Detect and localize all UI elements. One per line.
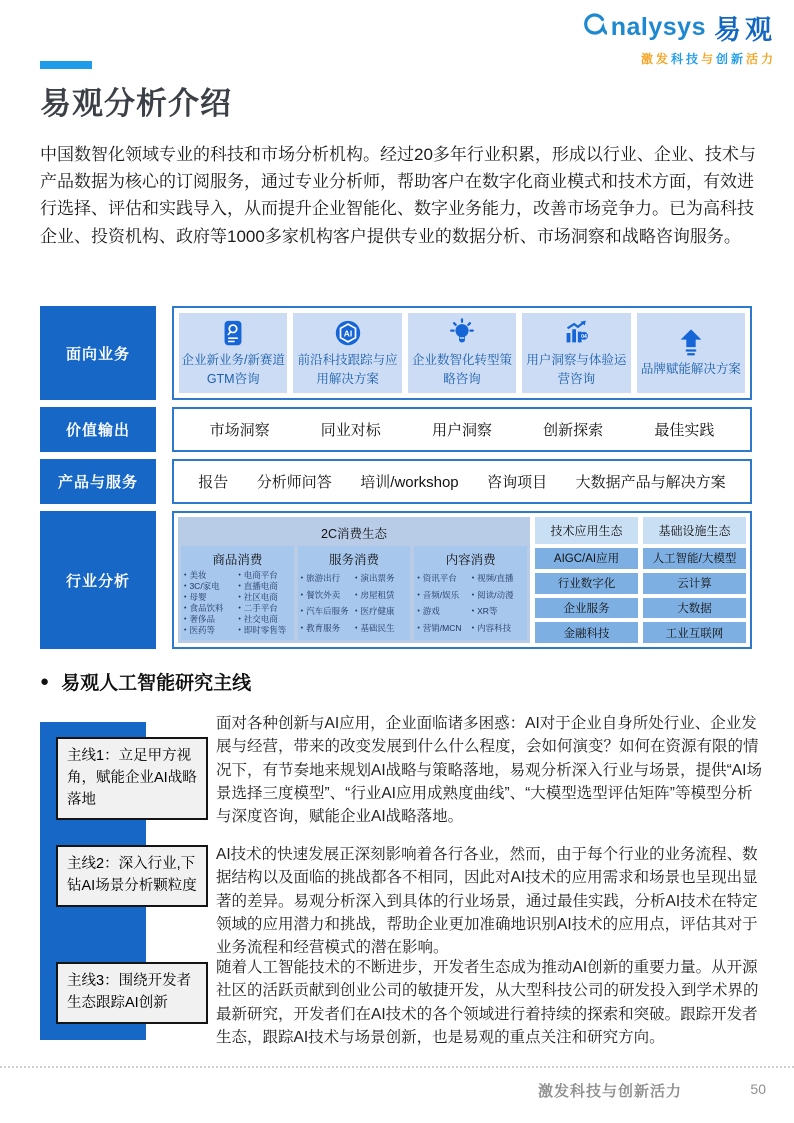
- consumer-group-goods: [181, 546, 294, 640]
- ecosystem-item: 云计算: [643, 573, 746, 594]
- consumer-group-title: 商品消费: [212, 553, 263, 567]
- industry-item: • 直播电商: [238, 582, 290, 591]
- consumer-group-content: [414, 546, 527, 640]
- logo-brand-cn: 易观: [714, 15, 776, 45]
- tagline-part: 与: [700, 52, 716, 66]
- ecosystem-item: AIGC/AI应用: [535, 548, 638, 569]
- industry-item: • 演出票务: [355, 574, 407, 583]
- industry-item: • 游戏: [417, 607, 469, 616]
- tagline-part: 活力: [745, 52, 776, 66]
- row-label-industries: 行业分析: [40, 511, 156, 649]
- value-item: 创新探索: [543, 422, 604, 439]
- footer-divider: [0, 1066, 794, 1068]
- tagline-part: 创新: [715, 52, 746, 66]
- tech-ecosystem-column: [535, 517, 638, 643]
- industry-item: • XR等: [472, 607, 524, 616]
- tagline-part: 激发: [640, 52, 671, 66]
- industry-item: • 社交电商: [238, 615, 290, 624]
- industry-item: • 餐饮外卖: [301, 591, 353, 600]
- industry-item: • 营销/MCN: [417, 624, 469, 633]
- track-paragraph-3: 随着人工智能技术的不断进步，开发者生态成为推动AI创新的重要力量。从开源社区的活跃贡献到创业公司的敏捷开发，从大型科技公司的研发投入到学术界的最新研究，开发者们在AI技术的各个领域进行着持续的探索和突破。跟踪开发者生态，跟踪AI技术与场景创新，也是易观的重点关注和研究方向。: [216, 959, 759, 1046]
- industry-item: • 汽车后服务: [301, 607, 353, 616]
- ecosystem-item: 企业服务: [535, 598, 638, 619]
- ecosystem-item: 大数据: [643, 598, 746, 619]
- tagline-part: 科技: [670, 52, 701, 66]
- business-card: [408, 313, 516, 393]
- svg-text:AI: AI: [343, 328, 352, 339]
- footer-tagline: 激发科技与创新活力: [537, 1083, 682, 1100]
- business-card-label: 企业新业务/新赛道GTM咨询: [181, 352, 285, 386]
- industry-item: • 内容科技: [472, 624, 524, 633]
- business-card-label: 用户洞察与体验运营咨询: [526, 352, 627, 386]
- page-title: 易观分析介绍: [40, 86, 232, 121]
- up-arrow-icon: [676, 327, 706, 357]
- industry-item: • 社区电商: [238, 593, 290, 602]
- consumer-group-title: 内容消费: [445, 553, 496, 567]
- industry-item: • 即时零售等: [238, 626, 290, 635]
- value-items: [172, 407, 752, 452]
- product-item: 培训/workshop: [360, 474, 459, 491]
- matrix-row-business: [40, 306, 752, 400]
- ecosystem-item: 行业数字化: [535, 573, 638, 594]
- business-card: [637, 313, 745, 393]
- matrix-row-industries: [40, 511, 752, 649]
- track-box-2: 主线2：深入行业,下钻AI场景分析颗粒度: [56, 845, 208, 907]
- product-item: 报告: [198, 474, 229, 491]
- value-item: 最佳实践: [654, 422, 715, 439]
- business-card-label: 企业数智化转型策略咨询: [412, 352, 513, 386]
- logo-tagline: [581, 50, 776, 67]
- consumer-group-services: [298, 546, 411, 640]
- value-item: 用户洞察: [431, 422, 492, 439]
- section-heading-text: 易观人工智能研究主线: [61, 673, 252, 694]
- business-card: [522, 313, 630, 393]
- consumer-group-title: 服务消费: [329, 553, 380, 567]
- product-item: 咨询项目: [487, 474, 548, 491]
- section-heading-ai-research: [40, 668, 251, 695]
- industry-item: • 二手平台: [238, 604, 290, 613]
- infra-ecosystem-title: 基础设施生态: [643, 517, 746, 544]
- logo-swoosh-icon: [581, 11, 607, 44]
- track-paragraph-1: 面对各种创新与AI应用，企业面临诸多困惑：AI对于企业自身所处行业、企业发展与经营，带来的改变发展到什么什么程度，会如何演变？如何在资源有限的情况下，有节奏地来规划AI战略与策略落地，易观分析深入行业与场景，提供“AI场景选择三度模型”、“行业AI应用成熟度曲线”、“大模型选型评估矩阵”等模型分析与深度咨询，赋能企业AI战略落地。: [216, 715, 762, 825]
- industry-item: • 旅游出行: [301, 574, 353, 583]
- industry-item: • 房屋租赁: [355, 591, 407, 600]
- value-item: 市场洞察: [209, 422, 270, 439]
- tech-ecosystem-title: 技术应用生态: [535, 517, 638, 544]
- industry-item: • 3C/家电: [184, 582, 236, 591]
- industry-item: • 母婴: [184, 593, 236, 602]
- ecosystem-item: 人工智能/大模型: [643, 548, 746, 569]
- track-paragraph-2: AI技术的快速发展正深刻影响着各行各业，然而，由于每个行业的业务流程、数据结构以及面临的挑战都各不相同，因此对AI技术的应用需求和场景也呈现出显著的差异。易观分析深入到具体的行业场景，通过最佳实践，分析AI技术在特定领域的应用潜力和挑战，帮助企业更加准确地识别AI技术的应用点，评估其对于业务流程和经营模式的潜在影响。: [216, 846, 758, 956]
- business-card-label: 品牌赋能解决方案: [640, 362, 741, 377]
- infra-ecosystem-column: [643, 517, 746, 643]
- industry-item: • 基础民生: [355, 624, 407, 633]
- matrix-row-products: [40, 459, 752, 504]
- track-box-3: 主线3：围绕开发者生态跟踪AI创新: [56, 962, 208, 1024]
- consumer-ecosystem-title: 2C消费生态: [321, 527, 387, 541]
- insight-chart-icon: [561, 318, 591, 348]
- page-number: 50: [750, 1081, 766, 1097]
- doc-search-icon: [218, 318, 248, 348]
- industry-item: • 食品饮料: [184, 604, 236, 613]
- industry-item: • 音频/娱乐: [417, 591, 469, 600]
- business-card: [293, 313, 401, 393]
- industry-item: • 视频/直播: [472, 574, 524, 583]
- product-item: 分析师问答: [256, 474, 332, 491]
- title-accent-bar: [40, 61, 92, 69]
- intro-paragraph: 中国数智化领域专业的科技和市场分析机构。经过20多年行业积累，形成以行业、企业、技术与产品数据为核心的订阅服务，通过专业分析师，帮助客户在数字化商业模式和技术方面，有效进行选择、评估和实践导入，从而提升企业智能化、数字业务能力，改善市场竞争力。已为高科技企业、投资机构、政府等1000多家机构客户提供专业的数据分析、市场洞察和战略咨询服务。: [40, 145, 756, 246]
- svg-text:04: 04: [581, 333, 588, 340]
- matrix-row-value: [40, 407, 752, 452]
- bullet-icon: ●: [40, 673, 50, 690]
- value-item: 同业对标: [320, 422, 381, 439]
- business-card: [179, 313, 287, 393]
- lightbulb-icon: [447, 318, 477, 348]
- industry-item: • 教育服务: [301, 624, 353, 633]
- business-cards: [172, 306, 752, 400]
- row-label-value: 价值输出: [40, 407, 156, 452]
- brand-logo: [581, 8, 776, 67]
- consumer-ecosystem-panel: [178, 517, 530, 643]
- product-item: 大数据产品与解决方案: [575, 474, 726, 491]
- row-label-products: 产品与服务: [40, 459, 156, 504]
- track-box-1: 主线1：立足甲方视角，赋能企业AI战略落地: [56, 737, 208, 820]
- industry-item: • 资讯平台: [417, 574, 469, 583]
- industry-item: • 电商平台: [238, 571, 290, 580]
- row-label-business: 面向业务: [40, 306, 156, 400]
- product-items: [172, 459, 752, 504]
- industry-item: • 美妆: [184, 571, 236, 580]
- ecosystem-item: 金融科技: [535, 622, 638, 643]
- ai-hexagon-icon: [333, 318, 363, 348]
- industry-item: • 奢侈品: [184, 615, 236, 624]
- industry-item: • 医疗健康: [355, 607, 407, 616]
- industry-item: • 医药等: [184, 626, 236, 635]
- industry-panel: [172, 511, 752, 649]
- ecosystem-item: 工业互联网: [643, 622, 746, 643]
- industry-item: • 阅读/动漫: [472, 591, 524, 600]
- business-card-label: 前沿科技跟踪与应用解决方案: [297, 352, 398, 386]
- logo-brand-en: nalysys: [610, 13, 706, 41]
- business-matrix: [40, 306, 752, 649]
